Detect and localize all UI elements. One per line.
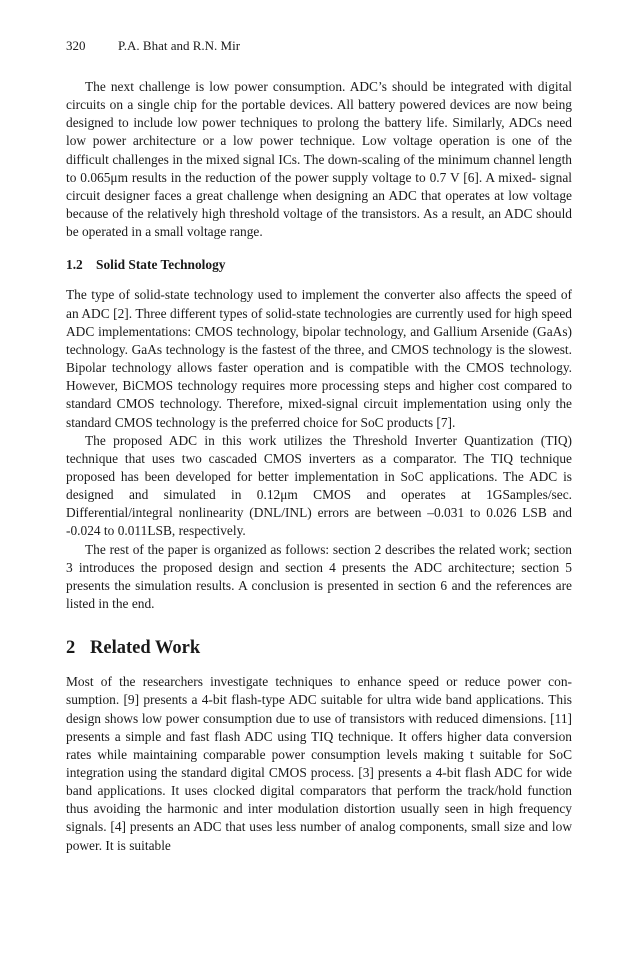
page-number: 320 bbox=[66, 38, 86, 53]
body-text bbox=[66, 78, 572, 855]
subsection-heading bbox=[66, 256, 572, 274]
section-title: Related Work bbox=[90, 638, 201, 659]
subsection-number: 1.2 bbox=[66, 257, 83, 273]
paper-organization-paragraph: The rest of the paper is organized as follows: section 2 describes the related work; section 3 introduces the proposed design and section 4 presents the ADC architecture; section 5 presents the simulation results. A conclusion is presented in section 6 and the references are listed in the end. bbox=[66, 541, 572, 612]
section-number: 2 bbox=[66, 638, 76, 659]
intro-paragraph: The next challenge is low power consumption. ADC’s should be integrated with digital circuits on a single chip for the portable devices. All battery powered devices are now being designed to include low power techniques to prolong the battery life. Similarly, ADCs need low power architecture or a low power technique. Low voltage operation is one of the difficult challenges in the mixed signal ICs. The down-scaling of the minimum channel length to 0.065μm results in the reduction of the power supply voltage to 0.7 V [6]. A mixed- signal circuit designer faces a great challenge when designing an ADC that operates at low voltage because of the relatively high threshold voltage of the transistors. As a result, an ADC should be operated in a small voltage range. bbox=[66, 79, 572, 240]
proposed-adc-paragraph: The proposed ADC in this work utilizes the Threshold Inverter Quantization (TIQ) technique that uses two cascaded CMOS inverters as a comparator. The TIQ technique proposed has been developed for better implementation in SoC applications. The ADC is designed and simulated in 0.12μm CMOS and operates at 1GSamples/sec. Differential/integral nonlinearity (DNL/INL) errors are between –0.031 to 0.026 LSB and -0.024 to 0.011LSB, respectively. bbox=[66, 432, 572, 539]
running-header bbox=[66, 38, 240, 54]
related-work-paragraph: Most of the researchers investigate techniques to enhance speed or reduce power consumption. [9] presents a 4-bit flash-type ADC suitable for ultra wide band applications. This design shows low power consumption due to use of transistors with reduced dimensions. [11] presents a simple and fast flash ADC using TIQ technique. It offers higher data conversion rates while maintaining comparable power consumption levels making t suitable for SoC integration using the standard digital CMOS process. [3] presents a 4-bit flash ADC for wide band applications. It uses clocked digital comparators that perform the track/hold function thus avoiding the harmonic and inter modulation distortion usually seen in high frequency signals. [4] presents an ADC that uses less number of analog components, small size and low power. It is suitable bbox=[66, 674, 572, 853]
section-heading bbox=[66, 637, 572, 659]
subsection-title: Solid State Technology bbox=[96, 257, 226, 273]
author-names: P.A. Bhat and R.N. Mir bbox=[118, 38, 241, 53]
solid-state-paragraph: The type of solid-state technology used to implement the converter also affects the speed of an ADC [2]. Three different types of solid-state technologies are currently used for high speed ADC implementations: CMOS technology, bipolar technology, and Gallium Arsenide (GaAs) technology. GaAs technology is the fastest of the three, and CMOS technology is the slowest. Bipolar technology allows faster operation and is compatible with the CMOS technology. However, BiCMOS technology requires more processing steps and higher cost compared to standard CMOS technology. Therefore, mixed-signal circuit implementation using only the standard CMOS technology is the preferred choice for SoC products [7]. bbox=[66, 287, 572, 430]
